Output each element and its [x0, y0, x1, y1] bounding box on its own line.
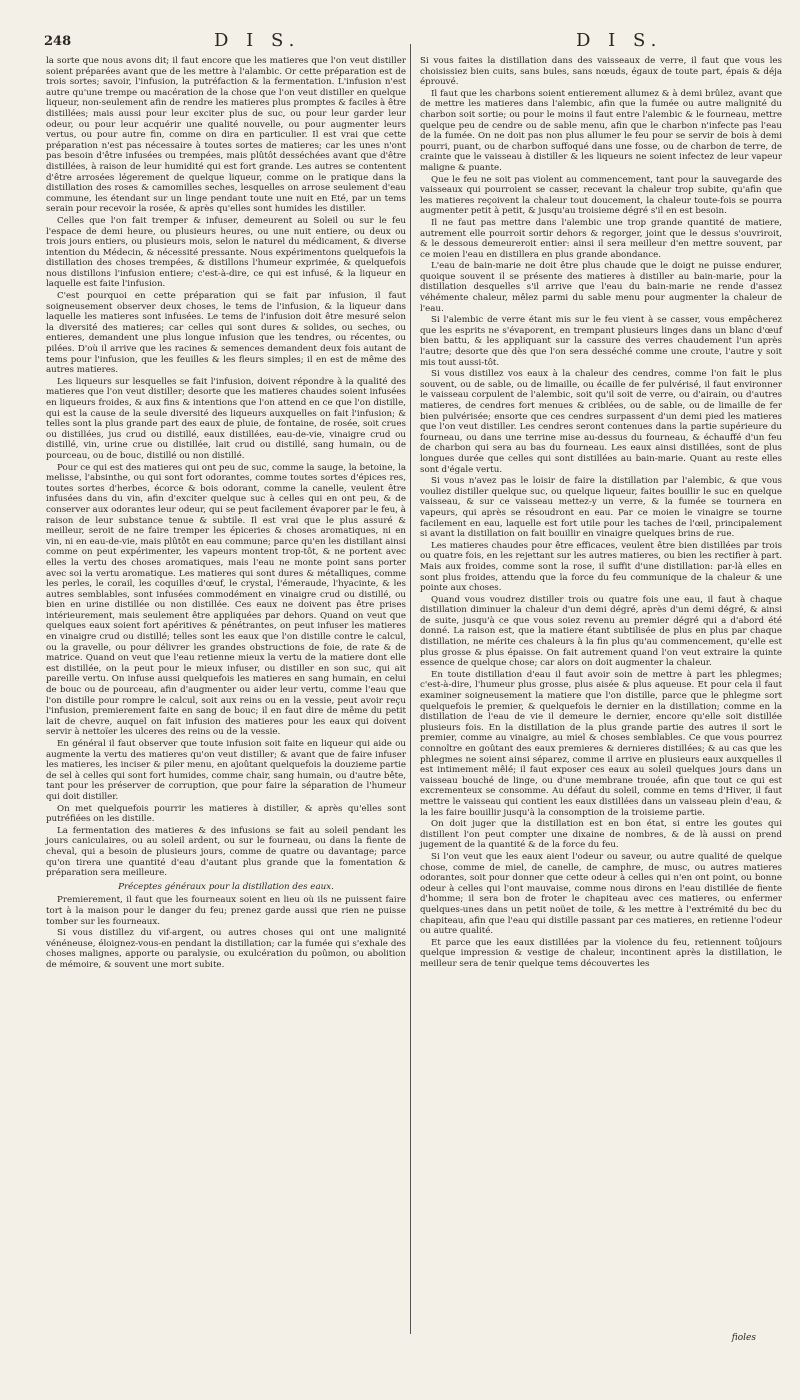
paragraph: C'est pourquoi en cette préparation qui se fait par infusion, il faut soigneusement observer deux choses, le tems de l'infusion, & la liqueur dans laquelle les matieres sont infusées. Le tems de l'infusion doit être mesuré selon la diversité des matieres; car celles qui sont dures & solides, ou seches, ou entieres, demandent une plus longue infusion que les tendres, ou récentes, ou pilées. D'où il arrive que les racines & semences demandent deux fois autant de tems pour l'infusion, que les feuilles & les fleurs simples; il en est de même des autres matieres. [46, 291, 406, 376]
paragraph: En toute distillation d'eau il faut avoir soin de mettre à part les phlegmes; c'est-à-dire, l'humeur plus grosse, plus aisée & plus aqueuse. Et pour cela il faut examiner soigneusement la matiere que l'on distille, parce que le phlegme sort quelquefois le premier, & quelquefois le dernier en la distillation; comme en la distillation de l'eau de vie il demeure le dernier, encore qu'elle soit distillée plusieurs fois. En la distillation de la plus grande partie des autres il sort le premier, comme au vinaigre, au miel & choses semblables. Ce que vous pourrez connoître en goûtant des eaux premieres & dernieres distillées; & au cas que les phlegmes ne soient ainsi séparez, comme il arrive en plusieurs eaux auxquelles il est intimement mêlé; il faut exposer ces eaux au soleil quelques jours dans un vaisseau bouché de linge, ou d'une membrane trouée, afin que tout ce qui est excrementeux se consomme. Au défaut du soleil, comme en tems d'Hiver, il faut mettre le vaisseau qui contient les eaux distillées dans un vaisseau plein d'eau, & la les faire bouillir jusqu'à la consomption de la troisieme partie. [420, 669, 782, 818]
paragraph: On doit juger que la distillation est en bon état, si entre les goutes qui distillent l'on peut compter une dixaine de nombres, & de là aussi on prend jugement de la quantité & de la force du feu. [420, 819, 782, 851]
column-divider [410, 44, 411, 1334]
paragraph: Si l'on veut que les eaux aient l'odeur ou saveur, ou autre qualité de quelque chose, comme de miel, de canelle, de camphre, de musc, ou autres matieres odorantes, soit pour donner que cette odeur à celles qui n'en ont point, ou bonne odeur à celles qui l'ont mauvaise, comme nous dirons en l'eau distillée de fiente d'homme; il sera bon de froter le chapiteau avec ces matieres, ou enfermer quelques-unes dans un petit noüet de toile, & les mettre à l'extrémité du bec du chapiteau, afin que l'eau qui distille passant par ces matieres, en retienne l'odeur ou autre qualité. [420, 851, 782, 937]
paragraph: La fermentation des matieres & des infusions se fait au soleil pendant les jours caniculaires, ou au soleil ardent, ou sur le fourneau, ou dans la fiente de cheval, qui a besoin de plusieurs jours, comme de quatre ou davantage; parce qu'on tirera une quantité d'eau d'autant plus grande que la fomentation & préparation sera meilleure. [46, 825, 406, 879]
running-head-right: D I S. [576, 30, 663, 51]
section-heading: Préceptes généraux pour la distillation des eaux. [118, 881, 334, 892]
right-column [420, 56, 782, 970]
paragraph: Si l'alembic de verre étant mis sur le feu vient à se casser, vous empêcherez que les esprits ne s'évaporent, en trempant plusieurs linges dans un blanc d'œuf bien battu, & les appliquant sur la cassure des verres chaudement l'un après l'autre; desorte que dès que l'on sera desséché comme une croute, l'autre y soit mis tout aussi-tôt. [420, 315, 782, 368]
left-column [46, 56, 406, 971]
running-head-left: D I S. [214, 30, 301, 51]
running-header [44, 30, 760, 58]
paragraph: la sorte que nous avons dit; il faut encore que les matieres que l'on veut distiller soient préparées avant que de les mettre à l'alambic. Or cette préparation est de trois sortes; savoir, l'infusion, la putréfaction & la fermentation. L'infusion n'est autre qu'une trempe ou macération de la chose que l'on veut distiller en quelque liqueur, non-seulement afin de rendre les matieres plus promptes & faciles à être distillées; mais aussi pour leur exciter plus de suc, ou pour leur garder leur odeur, ou pour leur acquérir une qualité nouvelle, ou pour augmenter leurs vertus, ou pour autre fin, comme on dira en particulier. Il est vrai que cette préparation n'est pas nécessaire à toutes sortes de matieres; car les unes n'ont pas besoin d'être infusées ou trempées, mais plûtôt desséchées avant que d'être distillées, à raison de leur humidité qui est fort grande. Les autres se contentent d'être arrosées légerement de quelque liqueur, comme on le pratique dans la distillation des roses & camomilles seches, lesquelles on arrose seulement d'eau commune, les étendant sur un linge pendant toute une nuit en Eté, par un tems serain pour recevoir la rosée, & après qu'elles sont humides les distiller. [46, 56, 406, 215]
paragraph: Si vous faites la distillation dans des vaisseaux de verre, il faut que vous les choisissiez bien cuits, sans bules, sans nœuds, égaux de toute part, épais & déja éprouvé. [420, 56, 782, 88]
paragraph: Il faut que les charbons soient entierement allumez & à demi brûlez, avant que de mettre les matieres dans l'alembic, afin que la fumée ou autre malignité du charbon soit sortie; ou pour le moins il faut entre l'alembic & le fourneau, mettre quelque peu de cendre ou de sable menu, afin que le charbon n'infecte pas l'eau de la fumée. On ne doit pas non plus allumer le feu pour se servir de bois à demi pourri, puant, ou de charbon suffoqué dans une fosse, ou de charbon de terre, de crainte que le vaisseau à distiller & les liqueurs ne soient infectez de leur vapeur maligne & puante. [420, 88, 782, 173]
catchword: fioles [731, 1333, 756, 1343]
paragraph: Quand vous voudrez distiller trois ou quatre fois une eau, il faut à chaque distillation diminuer la chaleur d'un demi dégré, après d'un demi dégré, & ainsi de suite, jusqu'à ce que vous soiez revenu au premier dégré qui a d'abord été donné. La raison est, que la matiere étant subtilisée de plus en plus par chaque distillation, ne mérite ces chaleurs à la fin plus qu'au commencement, qu'elle est plus grosse & plus épaisse. On fait autrement quand l'on veut extraire la quinte essence de quelque chose; car alors on doit augmenter la chaleur. [420, 594, 782, 669]
paragraph: Il ne faut pas mettre dans l'alembic une trop grande quantité de matiere, autrement elle pourroit sortir dehors & regorger, joint que le dessus s'ouvriroit, & le dessous demeureroit entier: ainsi il sera meilleur d'en mettre souvent, par ce moien l'eau en distillera en plus grande abondance. [420, 217, 782, 260]
page-number: 248 [44, 34, 72, 49]
paragraph: Et parce que les eaux distillées par la violence du feu, retiennent toûjours quelque impression & vestige de chaleur, incontinent après la distillation, le meilleur sera de tenir quelque tems découvertes les [420, 937, 782, 969]
paragraph: Que le feu ne soit pas violent au commencement, tant pour la sauvegarde des vaisseaux qui pourroient se casser, recevant la chaleur trop subite, qu'afin que les matieres reçoivent la chaleur tout doucement, la chaleur toute-fois se pourra augmenter petit à petit, & jusqu'au troisieme dégré s'il en est besoin. [420, 174, 782, 217]
paragraph: Si vous distillez vos eaux à la chaleur des cendres, comme l'on fait le plus souvent, ou de sable, ou de limaille, ou écaille de fer pulvérisé, il faut environner le vaisseau corpulent de l'alembic, soit qu'il soit de verre, ou d'airain, ou d'autres matieres, de cendres fort menues & criblées, ou de sable, ou de limaille de fer bien pulvérisée; ensorte que ces cendres surpassent d'un demi pied les matieres que l'on veut distiller. Les cendres seront contenues dans la partie supérieure du fourneau, ou dans une terrine mise au-dessus du fourneau, & échauffé d'un feu de charbon qui sera au bas du fourneau. Les eaux ainsi distillées, sont de plus longues durée que celles qui sont distillées au bain-marie. Quant au reste elles sont d'égale vertu. [420, 369, 782, 475]
paragraph: Les matieres chaudes pour être efficaces, veulent être bien distillées par trois ou quatre fois, en les rejettant sur les autres matieres, ou bien les rectifier à part. Mais aux froides, comme sont la rose, il suffit d'une distillation: par-là elles en sont plus froides, attendu que la force du feu communique de la chaleur & une pointe aux choses. [420, 540, 782, 594]
paragraph: Si vous n'avez pas le loisir de faire la distillation par l'alembic, & que vous vouliez distiller quelque suc, ou quelque liqueur, faites bouillir le suc en quelque vaisseau, & sur ce vaisseau mettez-y un verre, & la fumée se tournera en vapeurs, qui après se résoudront en eau. Par ce moien le vinaigre se tourne facilement en eau, laquelle est fort utile pour les taches de l'œil, principalement si avant la distillation on fait bouillir en vinaigre quelques brins de rue. [420, 476, 782, 540]
paragraph: Premierement, il faut que les fourneaux soient en lieu où ils ne puissent faire tort à la maison pour le danger du feu; prenez garde aussi que rien ne puisse tomber sur les fourneaux. [46, 895, 406, 927]
paragraph: En général il faut observer que toute infusion soit faite en liqueur qui aide ou augmente la vertu des matieres qu'on veut distiller; & avant que de faire infuser les matieres, les inciser & piler menu, en ajoûtant quelquefois la douzieme partie de sel à celles qui sont fort humides, comme chair, sang humain, ou d'autre bête, tant pour les préserver de corruption, que pour faire la séparation de l'humeur qui doit distiller. [46, 739, 406, 802]
paragraph: Les liqueurs sur lesquelles se fait l'infusion, doivent répondre à la qualité des matieres que l'on veut distiller; desorte que les matieres chaudes soient infusées en liqueurs froides, & aux fins & intentions que l'on attend en ce que l'on distille, qui est la cause de la seule diversité des liqueurs auxquelles on fait l'infusion; & telles sont la plus grande part des eaux de pluie, de fontaine, de rosée, soit crues ou distillées, jus crud ou distillé, eaux distillées, eau-de-vie, vinaigre crud ou distillé, vin, urine crue ou distillée, lait crud ou distillé, sang humain, ou de pourceau, ou de bouc, distillé ou non distillé. [46, 376, 406, 461]
paragraph: Si vous distillez du vif-argent, ou autres choses qui ont une malignité vénéneuse, éloignez-vous-en pendant la distillation; car la fumée qui s'exhale des choses malignes, apporte ou paralysie, ou exulcération du poûmon, ou abolition de mémoire, & souvent une mort subite. [46, 928, 406, 970]
paragraph: Pour ce qui est des matieres qui ont peu de suc, comme la sauge, la betoine, la melisse, l'absinthe, ou qui sont fort odorantes, comme toutes sortes d'épices res, toutes sortes d'herbes, écorce & bois odorant, comme la canelle, veulent être infusées dans du vin, afin d'exciter quelque suc à celles qui en ont peu, & de conserver aux odorantes leur odeur, qui se peut facilement évaporer par le feu, à raison de leur substance tenue & subtile. Il est vrai que le plus assuré & meilleur, seroit de ne faire tremper les épiceries & choses aromatiques, ni en vin, ni en eau-de-vie, mais plûtôt en eau commune; parce qu'en les distillant ainsi comme on peut expérimenter, les vapeurs montent trop-tôt, & ne portent avec elles la vertu des choses aromatiques, mais l'eau ne monte point sans porter avec soi la vertu aromatique. Les matieres qui sont dures & métalliques, comme les perles, le corail, les coquilles d'œuf, le crystal, l'émeraude, l'hyacinte, & les autres semblables, sont infusées commodément en vinaigre crud ou distillé, ou bien en urine distillée ou non distillée. Ces eaux ne doivent pas être prises intérieurement, mais seulement être appliquées par dehors. Quand on veut que quelques eaux soient fort apéritives & pénétrantes, on peut infuser les matieres en vinaigre crud ou distillé; telles sont les eaux que l'on distille contre le calcul, ou la gravelle, ou pour délivrer les grandes obstructions de foie, de rate & de matrice. Quand on veut que l'eau retienne mieux la vertu de la matiere dont elle est distillée, on la peut pour le mieux infuser, ou distiller en son suc, qui ait pareille vertu. On infuse aussi quelquefois les matieres en sang humain, en celui de bouc ou de pourceau, afin d'augmenter ou aider leur vertu, comme l'eau que l'on distille pour rompre le calcul, soit aux reins ou en la vessie, peut avoir reçu l'infusion, premierement faite en sang de bouc; il en faut dire de même du petit lait de chevre, auquel on fait infusion des matieres pour les eaux qui doivent servir à nettoïer les ulceres des reins ou de la vessie. [46, 462, 406, 738]
paragraph: L'eau de bain-marie ne doit être plus chaude que le doigt ne puisse endurer, quoique souvent il se présente des matieres à distiller au bain-marie, pour la distillation desquelles s'il arrive que l'eau du bain-marie ne rende d'assez véhémente chaleur, mêlez parmi du sable menu pour augmenter la chaleur de l'eau. [420, 261, 782, 314]
paragraph: Celles que l'on fait tremper & infuser, demeurent au Soleil ou sur le feu l'espace de demi heure, ou plusieurs heures, ou une nuit entiere, ou deux ou trois jours entiers, ou plusieurs mois, selon le naturel du médicament, & diverse intention du Médecin, & nécessité pressante. Nous expérimentons quelquefois la distillation des choses trempées, & distillons l'humeur exprimée, & quelquefois nous distillons l'infusion entiere; c'est-à-dire, ce qui est infusé, & la liqueur en laquelle est faite l'infusion. [46, 215, 406, 290]
paragraph: On met quelquefois pourrir les matieres à distiller, & après qu'elles sont putréfiées on les distille. [46, 803, 406, 825]
